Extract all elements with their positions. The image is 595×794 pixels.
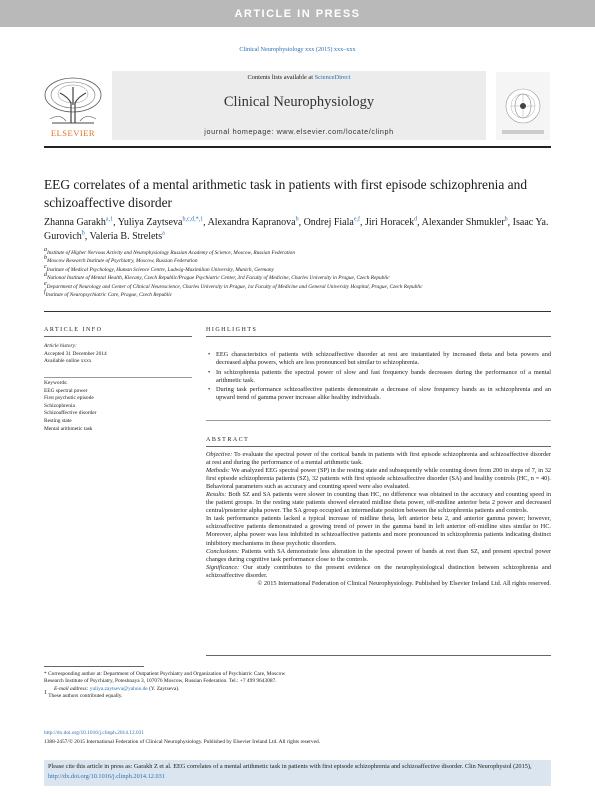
abstract-objective <box>206 451 551 467</box>
author-separator: , <box>417 217 422 228</box>
author-affiliation-mark[interactable]: a,1 <box>105 216 114 223</box>
author-affiliation-mark[interactable]: a <box>162 230 165 237</box>
author-separator: , <box>203 217 208 228</box>
highlights-heading: HIGHLIGHTS <box>206 327 258 333</box>
author-separator: , <box>84 231 90 242</box>
author-affiliation-mark[interactable]: b <box>81 230 85 237</box>
affiliation-item <box>44 291 564 299</box>
highlight-text: During task performance schizoaffective patients demonstrate a decrease of slow frequency bands as in schizophrenia and an upward trend of gamma power increase alike healthy individuals. <box>216 386 551 402</box>
author-separator: , <box>360 217 366 228</box>
article-info-heading: ARTICLE INFO <box>44 327 103 333</box>
affiliation-mark: c <box>44 264 47 271</box>
methods-text: We analyzed EEG spectral power (SP) in the resting state and subsequently while counting down from 200 in steps of 7, in 32 first episode schizophrenia patients (SZ), 32 patients with first episode schizoaffective disorder (SA) and healthy controls (HC, n = 40). Behavioral parameters such as accuracy and counting speed were also evaluated. <box>206 467 551 491</box>
author-affiliation-mark[interactable]: e,f <box>353 216 361 223</box>
abstract-body <box>206 451 551 588</box>
abstract-significance <box>206 564 551 580</box>
corresponding-author-note <box>44 671 304 686</box>
significance-label: Significance: <box>206 563 240 571</box>
citation-doi-link[interactable]: http://dx.doi.org/10.1016/j.clinph.2014.12.031 <box>48 772 165 780</box>
abstract-end-rule <box>206 655 551 656</box>
author[interactable] <box>365 217 417 228</box>
online-date: Available online xxxx <box>44 358 92 365</box>
doi-link[interactable]: http://dx.doi.org/10.1016/j.clinph.2014.12.031 <box>44 730 145 736</box>
article-in-press-label: ARTICLE IN PRESS <box>234 8 361 20</box>
significance-text: Our study contributes to the present evidence on the neurophysiological distinction between schizophrenia and schizoaffective disorder. <box>206 563 551 579</box>
author[interactable] <box>44 217 113 228</box>
history-label: Article history: <box>44 343 77 349</box>
bullet-icon: • <box>208 368 211 376</box>
keyword-item: EEG spectral power <box>44 387 88 394</box>
author-name: Isaac Ya. Gurovich <box>44 217 549 242</box>
email-label: E-mail address: <box>54 685 89 692</box>
affiliation-item <box>44 280 564 291</box>
abstract-copyright: © 2015 International Federation of Clinical Neurophysiology. Published by Elsevier Ireland Ltd. All rights reserved. <box>257 579 551 587</box>
author-name: Valeria B. Strelets <box>89 231 163 242</box>
keyword-item: Schizoaffective disorder <box>44 410 97 417</box>
affiliation-text: Department of Neurology and Center of Clinical Neuroscience, Charles University in Prague, 1st Faculty of Medicine and General University Hospital, Prague, Czech Republic <box>46 283 423 290</box>
banner-rule <box>44 146 551 148</box>
author[interactable] <box>422 217 508 228</box>
sciencedirect-link[interactable]: ScienceDirect <box>314 74 351 81</box>
author-name: Jiri Horacek <box>365 217 415 228</box>
keywords <box>44 380 194 433</box>
keyword-item: Schizophrenia <box>44 402 75 409</box>
affiliation-text: Institute of Higher Nervous Activity and Neurophysiology Russian Academy of Science, Moscow, Russian Federation <box>47 250 295 256</box>
affiliation-text: Moscow Research Institute of Psychiatry, Moscow, Russian Federation <box>47 258 198 265</box>
article-title: EEG correlates of a mental arithmetic task in patients with first episode schizophrenia and schizoaffective disorder <box>44 177 528 210</box>
author-name: Ondrej Fiala <box>303 217 354 228</box>
corresponding-text: Corresponding author at: Department of Outpatient Psychiatry and Organization of Psychiatric Care, Moscow Research Institute of Psychiatry, Poteshnaya 3, 107076 Moscow, Russian Federation. Tel.: +7 499 9643087. <box>44 671 286 685</box>
article-history <box>44 343 194 366</box>
author-list <box>44 216 564 244</box>
author[interactable] <box>304 217 360 228</box>
abstract-heading: ABSTRACT <box>206 437 250 443</box>
keyword-item: Mental arithmetic task <box>44 425 93 432</box>
keyword-item: Resting state <box>44 417 72 424</box>
affiliation-text: Institute of Medical Psychology, Human Science Centre, Ludwig-Maximilian University, Munich, Germany <box>46 266 274 273</box>
abstract-rule <box>206 446 551 447</box>
author-separator: , <box>507 217 513 228</box>
affiliation-mark: a <box>44 247 47 254</box>
elsevier-tree-logo-icon <box>40 75 106 127</box>
results-text: Both SZ and SA patients were slower in counting than HC, no difference was obtained in the accuracy and counting speed in the patient groups. In the resting state patients showed elevated midline theta power, off-midline anterior beta 2 power and decreased central/posterior alpha power. The SA group occupied an intermediate position between the schizophrenia patients and controls. <box>206 491 551 515</box>
affiliation-rule <box>44 311 551 312</box>
results-label: Results: <box>206 491 227 499</box>
objective-text: To evaluate the spectral power of the cortical bands in patients with first episode schizophrenia and schizoaffective disorder at rest and during the performance of a mental arithmetic task. <box>206 451 551 467</box>
journal-homepage[interactable]: journal homepage: www.elsevier.com/locate/clinph <box>204 127 394 136</box>
affiliation-item <box>44 257 564 265</box>
affiliations <box>44 249 564 299</box>
issn-line: 1388-2457/© 2015 International Federation of Clinical Neurophysiology. Published by Elsevier Ireland Ltd. All rights reserved. <box>44 739 321 745</box>
bullet-icon: • <box>208 351 211 358</box>
affiliation-item <box>44 274 564 282</box>
elsevier-wordmark: ELSEVIER <box>50 128 96 138</box>
article-info-rule <box>44 336 192 337</box>
journal-reference-link[interactable]: Clinical Neurophysiology xxx (2015) xxx–xxx <box>239 46 356 53</box>
highlight-text: In schizophrenia patients the spectral power of slow and fast frequency bands decreases during the performance of a mental arithmetic task. <box>216 368 551 384</box>
bullet-icon: • <box>208 386 211 394</box>
highlight-item <box>206 351 551 368</box>
highlight-text: EEG characteristics of patients with schizoaffective disorder at rest are instantiated by increased theta and beta powers and decreased alpha powers, which are less pronounced but similar to schizophrenia. <box>216 351 551 367</box>
conclusions-label: Conclusions: <box>206 547 240 555</box>
highlights-list <box>206 351 551 404</box>
author-name: Alexandra Kapranova <box>207 217 296 228</box>
contents-line <box>112 74 486 81</box>
citation-text <box>48 762 548 781</box>
highlight-item <box>206 369 551 386</box>
equal-mark: 1 <box>44 690 47 697</box>
author-name: Alexander Shmukler <box>421 217 505 228</box>
citation-sentence: Please cite this article in press as: Garakh Z et al. EEG correlates of a mental arithmetic task in patients with first episode schizophrenia and schizoaffective disorder. Clin Neurophysiol (2015), <box>48 763 532 770</box>
email-suffix: (Y. Zaytseva). <box>149 685 180 692</box>
journal-name: Clinical Neurophysiology <box>223 94 375 110</box>
author-affiliation-mark[interactable]: b,c,d,*,1 <box>182 216 204 223</box>
highlights-rule <box>206 336 551 337</box>
author-affiliation-mark[interactable]: d <box>414 216 418 223</box>
author[interactable] <box>90 231 165 242</box>
conclusions-text: Patients with SA demonstrate less alteration in the spectral power of bands at rest than SZ, and present spectral power changes during cognitive task performance close to the controls. <box>206 547 552 563</box>
author-name: Zhanna Garakh <box>44 217 106 228</box>
affiliation-mark: f <box>44 289 46 296</box>
footnotes <box>44 671 304 700</box>
accepted-date: Accepted 31 December 2014 <box>44 350 107 357</box>
affiliation-item <box>44 249 564 257</box>
journal-cover-icon <box>496 72 550 140</box>
keyword-item: First psychotic episode <box>44 395 94 402</box>
asterisk-mark: * <box>44 671 47 677</box>
footnote-rule <box>44 666 144 667</box>
author-separator: , <box>113 217 118 228</box>
abstract-methods <box>206 467 551 491</box>
keywords-label: Keywords: <box>44 380 68 386</box>
abstract-conclusions <box>206 548 551 564</box>
keywords-rule <box>44 377 192 378</box>
affiliation-mark: e <box>44 280 47 287</box>
affiliation-mark: b <box>44 255 47 262</box>
affiliation-text: National Institute of Mental Health, Klecany, Czech Republic/Prague Psychiatric Center, 3rd Faculty of Medicine, Charles University in Prague, Czech Republic <box>47 275 390 282</box>
affiliation-text: Institute of Neuropsychiatric Care, Prague, Czech Republic <box>45 292 173 299</box>
author-affiliation-mark[interactable]: b <box>504 216 508 223</box>
author-name: Yuliya Zaytseva <box>117 217 183 228</box>
highlight-item <box>206 386 551 403</box>
abstract-results-continued: In task performance patients lacked a typical increase of midline theta, left anterior beta 2, and anterior gamma power; however, schizoaffective patients demonstrated a growing trend of power in the gamma band in left anterior off-midline sites similar to HC. Moreover, alpha power was less inhibited in schizoaffective patients and more pronounced in schizophrenia patients indicating distinct inhibitory mechanisms in these psychotic disorders. <box>206 515 551 547</box>
email-note <box>44 686 304 693</box>
email-link[interactable]: yuliya.zaytseva@yahoo.de <box>89 685 148 692</box>
affiliation-item <box>44 266 564 274</box>
abstract-results <box>206 491 551 515</box>
contents-prefix: Contents lists available at <box>247 74 315 81</box>
methods-label: Methods: <box>206 467 230 475</box>
objective-label: Objective: <box>206 451 233 458</box>
author[interactable] <box>208 217 299 228</box>
affiliation-mark: d <box>44 272 47 279</box>
author-separator: , <box>298 217 304 228</box>
equal-text: These authors contributed equally. <box>48 692 123 699</box>
author[interactable] <box>118 217 203 228</box>
highlights-end-rule <box>206 420 551 421</box>
author-affiliation-mark[interactable]: b <box>295 216 299 223</box>
equal-contribution-note <box>44 690 304 700</box>
